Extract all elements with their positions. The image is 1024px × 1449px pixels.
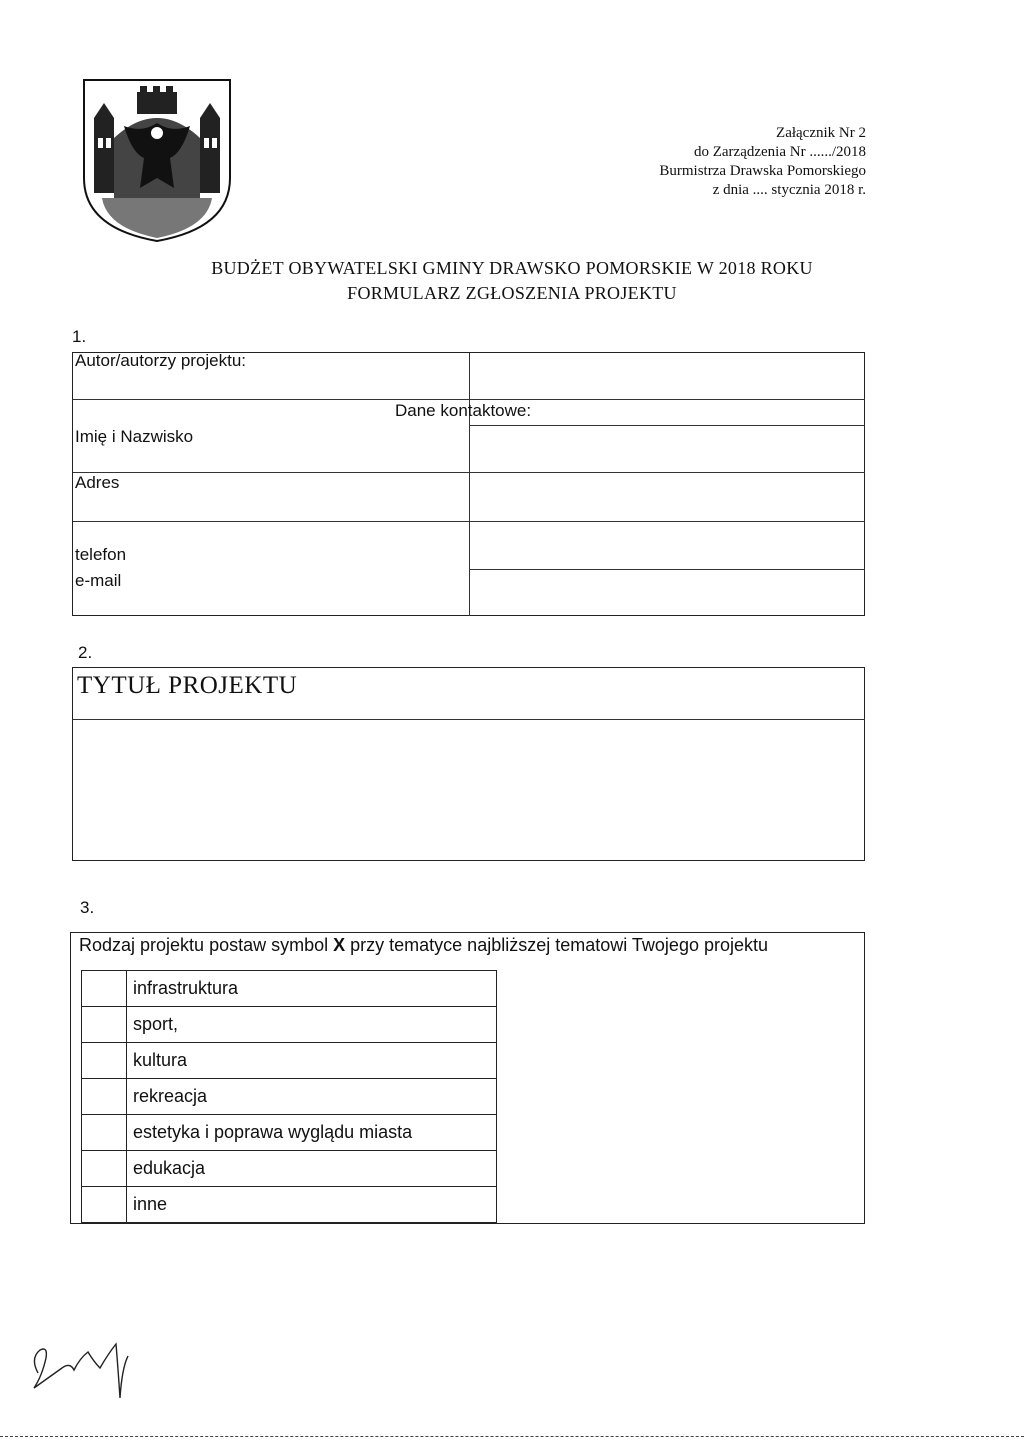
type-label: rekreacja	[127, 1079, 497, 1115]
section-3-number: 3.	[80, 898, 95, 917]
type-label: estetyka i poprawa wyglądu miasta	[127, 1115, 497, 1151]
contact-label: Dane kontaktowe:	[395, 401, 532, 420]
phone-label: telefon	[75, 545, 127, 564]
type-checkbox[interactable]	[82, 971, 127, 1007]
project-type-table	[81, 970, 497, 1223]
page-bottom-edge	[0, 1436, 1024, 1437]
project-type-section	[70, 932, 865, 1224]
authors-label: Autor/autorzy projektu:	[75, 351, 247, 370]
type-label: infrastruktura	[127, 971, 497, 1007]
name-field[interactable]	[470, 473, 865, 520]
document-subtitle: FORMULARZ ZGŁOSZENIA PROJEKTU	[347, 283, 677, 303]
type-checkbox[interactable]	[82, 1043, 127, 1079]
table-row	[82, 1043, 497, 1079]
row-divider	[469, 425, 865, 426]
annex-line-4: z dnia .... stycznia 2018 r.	[712, 182, 866, 198]
table-row	[82, 971, 497, 1007]
document-title: BUDŻET OBYWATELSKI GMINY DRAWSKO POMORSKIE W 2018 ROKU	[211, 258, 813, 278]
type-label: edukacja	[127, 1151, 497, 1187]
row-divider	[469, 399, 865, 400]
annex-line-1: Załącznik Nr 2	[776, 125, 866, 141]
email-label: e-mail	[75, 571, 122, 590]
instruction-text-end: przy tematyce najbliższej tematowi Twojego projektu	[345, 935, 768, 955]
phone-email-field[interactable]	[470, 570, 865, 616]
address-label: Adres	[75, 473, 120, 492]
table-row	[82, 1007, 497, 1043]
annex-line-3: Burmistrza Drawska Pomorskiego	[659, 163, 866, 179]
project-type-instruction	[79, 935, 768, 956]
table-row	[82, 1187, 497, 1223]
table-row	[82, 1151, 497, 1187]
author-section	[72, 352, 865, 616]
section-2-number: 2.	[78, 643, 93, 662]
type-label: kultura	[127, 1043, 497, 1079]
address-field[interactable]	[470, 522, 865, 568]
type-checkbox[interactable]	[82, 1007, 127, 1043]
annex-line-2: do Zarządzenia Nr ....../2018	[693, 144, 866, 160]
type-checkbox[interactable]	[82, 1187, 127, 1223]
coat-of-arms-icon	[82, 78, 232, 243]
instruction-text-start: Rodzaj projektu postaw symbol	[79, 935, 334, 955]
table-row	[82, 1079, 497, 1115]
project-title-field[interactable]	[73, 720, 865, 860]
name-label: Imię i Nazwisko	[75, 427, 194, 446]
type-checkbox[interactable]	[82, 1151, 127, 1187]
project-title-heading: TYTUŁ PROJEKTU	[77, 672, 298, 699]
instruction-symbol: X	[333, 935, 346, 955]
signature-icon	[28, 1328, 188, 1408]
type-label: sport,	[127, 1007, 497, 1043]
row-divider	[73, 399, 469, 400]
annex-note	[659, 124, 866, 200]
project-title-section	[72, 667, 865, 861]
type-label: inne	[127, 1187, 497, 1223]
section-1-number: 1.	[72, 327, 87, 346]
table-row	[82, 1115, 497, 1151]
type-checkbox[interactable]	[82, 1079, 127, 1115]
type-checkbox[interactable]	[82, 1115, 127, 1151]
